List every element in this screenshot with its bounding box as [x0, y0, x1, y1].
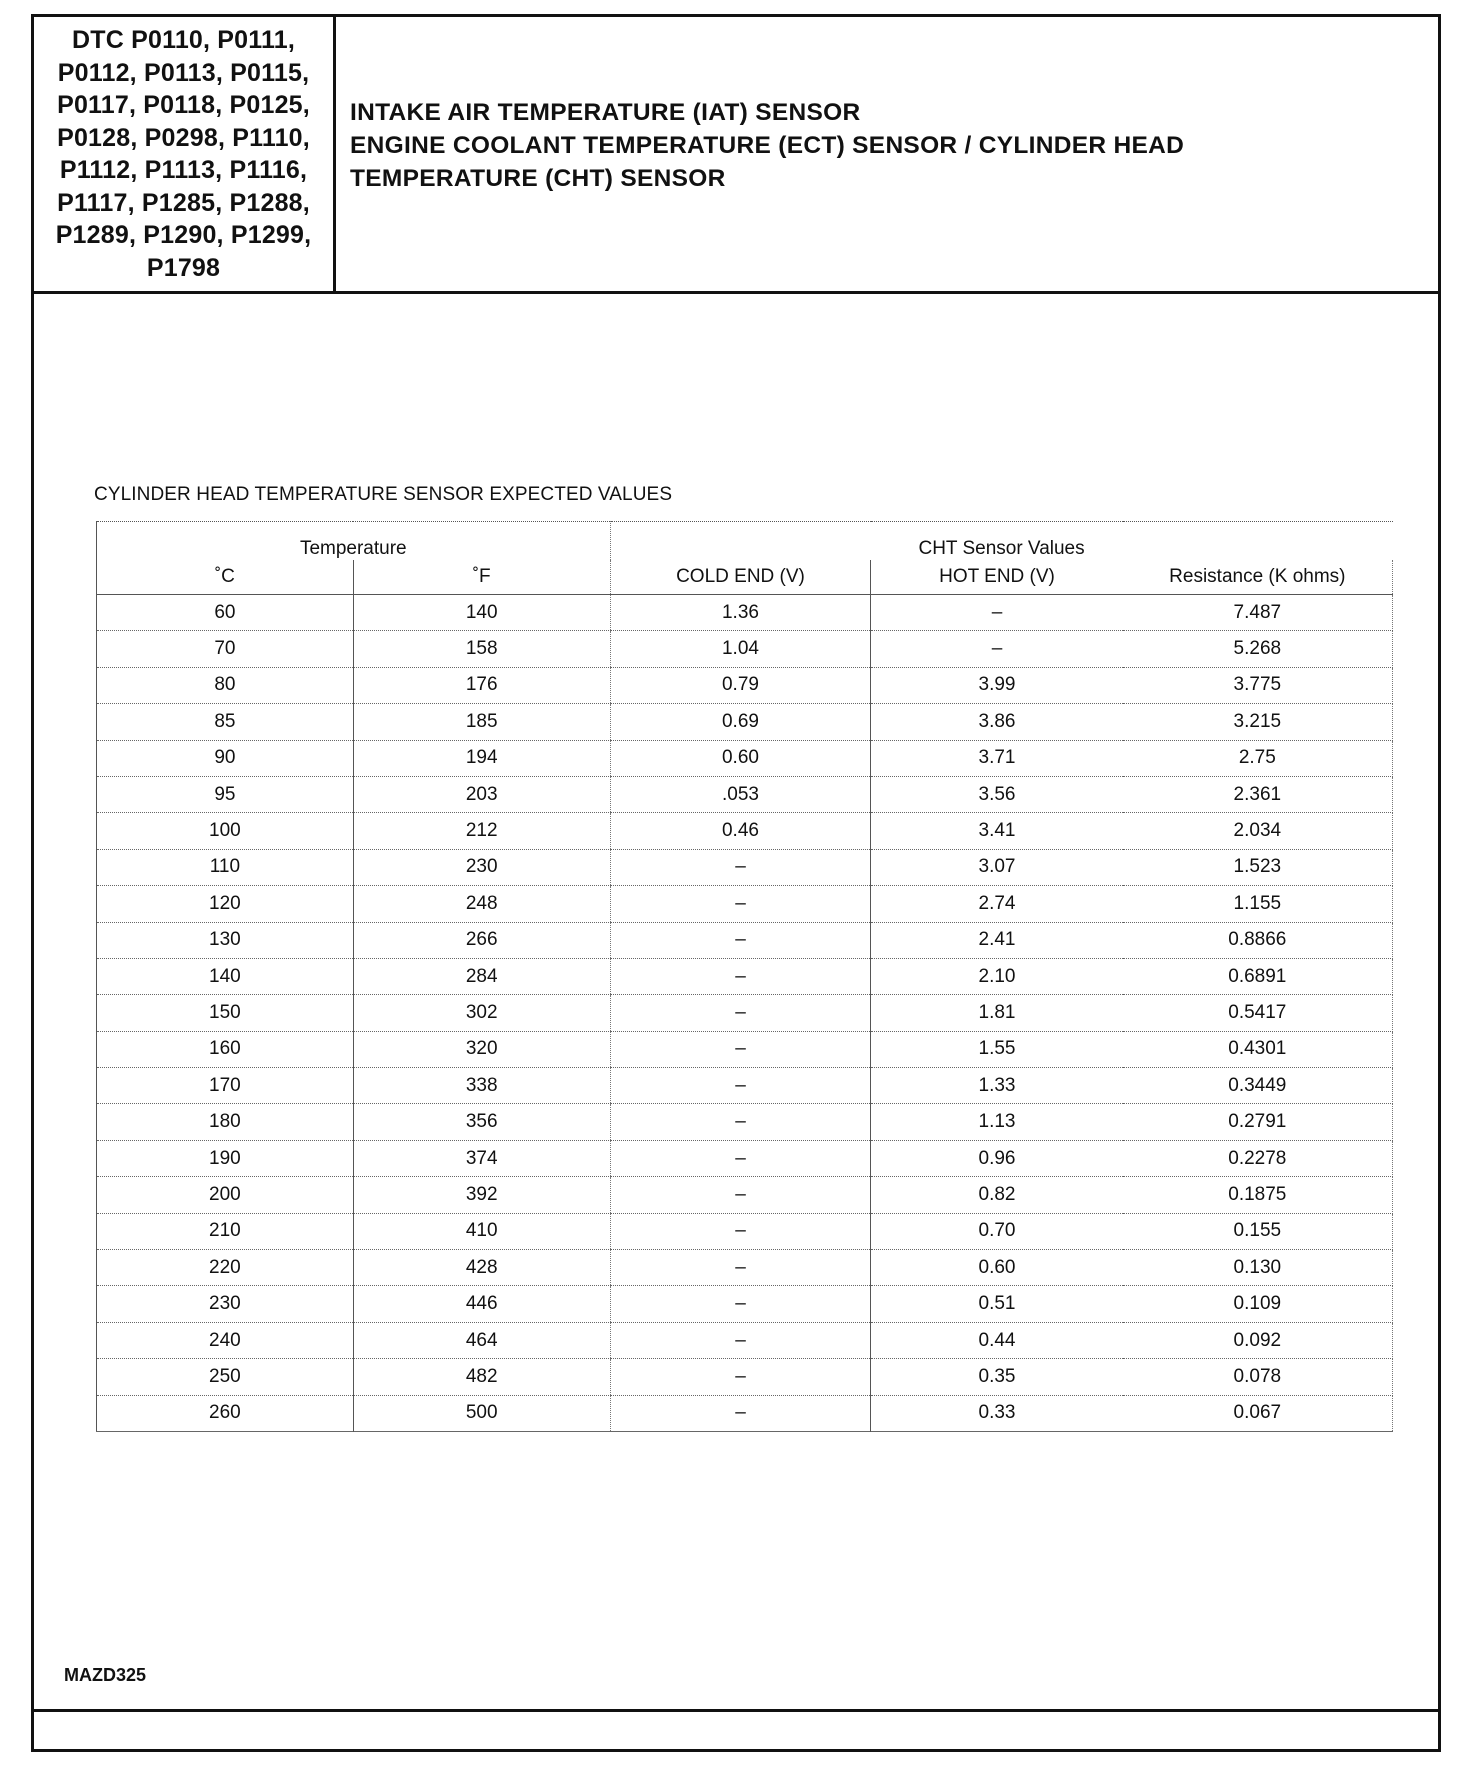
table-row	[97, 740, 1393, 776]
table-row	[97, 595, 1393, 631]
cell-hot-end: 0.35	[871, 1359, 1123, 1395]
cell-celsius: 110	[97, 849, 354, 885]
cell-celsius: 190	[97, 1140, 354, 1176]
dtc-line: P0128, P0298, P1110,	[57, 123, 310, 152]
cell-celsius: 80	[97, 667, 354, 703]
dtc-line: P1112, P1113, P1116,	[59, 156, 308, 184]
cell-cold-end: –	[610, 1213, 871, 1249]
table-row	[97, 1322, 1393, 1358]
dtc-line: P1117, P1285, P1288,	[57, 188, 310, 217]
cell-resistance: 0.109	[1123, 1286, 1393, 1322]
cell-celsius: 230	[97, 1286, 354, 1322]
cell-hot-end: 0.60	[871, 1250, 1123, 1286]
cell-fahrenheit: 176	[353, 667, 610, 703]
cell-hot-end: 3.41	[871, 813, 1123, 849]
cell-celsius: 95	[97, 776, 354, 812]
cell-resistance: 0.130	[1123, 1250, 1393, 1286]
cell-hot-end: 3.07	[871, 849, 1123, 885]
table-row	[97, 1395, 1393, 1431]
cell-cold-end: –	[610, 1286, 871, 1322]
cell-hot-end: 2.74	[871, 886, 1123, 922]
cell-celsius: 60	[97, 595, 354, 631]
bottom-divider	[34, 1709, 1438, 1712]
cell-cold-end: 0.79	[610, 667, 871, 703]
cell-cold-end: –	[610, 1322, 871, 1358]
cell-fahrenheit: 212	[353, 813, 610, 849]
cell-cold-end: 1.36	[610, 595, 871, 631]
cell-fahrenheit: 446	[353, 1286, 610, 1322]
cell-fahrenheit: 194	[353, 740, 610, 776]
cell-fahrenheit: 140	[353, 595, 610, 631]
cell-hot-end: 1.81	[871, 995, 1123, 1031]
cell-fahrenheit: 338	[353, 1068, 610, 1104]
cell-resistance: 0.6891	[1123, 958, 1393, 994]
cell-hot-end: 3.71	[871, 740, 1123, 776]
table-row	[97, 849, 1393, 885]
cell-cold-end: –	[610, 1359, 871, 1395]
table-row	[97, 1068, 1393, 1104]
cell-fahrenheit: 500	[353, 1395, 610, 1431]
cell-cold-end: 0.46	[610, 813, 871, 849]
cell-cold-end: 1.04	[610, 631, 871, 667]
cell-celsius: 220	[97, 1250, 354, 1286]
cell-cold-end: .053	[610, 776, 871, 812]
cell-hot-end: 1.13	[871, 1104, 1123, 1140]
cell-celsius: 150	[97, 995, 354, 1031]
cell-hot-end: –	[871, 595, 1123, 631]
cell-fahrenheit: 185	[353, 704, 610, 740]
cell-cold-end: –	[610, 849, 871, 885]
cell-resistance: 0.155	[1123, 1213, 1393, 1249]
table-row	[97, 1104, 1393, 1140]
cell-hot-end: 2.41	[871, 922, 1123, 958]
cell-cold-end: –	[610, 1395, 871, 1431]
col-header-hot-end: HOT END (V)	[871, 560, 1123, 595]
dtc-line: P1289, P1290, P1299,	[55, 221, 312, 249]
cell-hot-end: 3.86	[871, 704, 1123, 740]
cell-resistance: 0.2791	[1123, 1104, 1393, 1140]
cell-resistance: 5.268	[1123, 631, 1393, 667]
title-box	[336, 17, 1438, 291]
cell-cold-end: –	[610, 1250, 871, 1286]
cell-celsius: 170	[97, 1068, 354, 1104]
cell-celsius: 85	[97, 704, 354, 740]
group-header-temperature: Temperature	[299, 538, 407, 559]
table-row	[97, 813, 1393, 849]
cell-celsius: 90	[97, 740, 354, 776]
header	[34, 17, 1438, 294]
group-header-cht: CHT Sensor Values	[610, 522, 1392, 561]
cell-cold-end: –	[610, 886, 871, 922]
cell-hot-end: 0.44	[871, 1322, 1123, 1358]
cell-celsius: 180	[97, 1104, 354, 1140]
table-title: CYLINDER HEAD TEMPERATURE SENSOR EXPECTED VALUES	[94, 484, 673, 505]
col-header-resistance: Resistance (K ohms)	[1123, 560, 1393, 595]
cell-cold-end: –	[610, 1068, 871, 1104]
col-header-cold-end: COLD END (V)	[610, 560, 871, 595]
page-frame	[31, 14, 1441, 1752]
table-row	[97, 704, 1393, 740]
table-row	[97, 1250, 1393, 1286]
cell-fahrenheit: 320	[353, 1031, 610, 1067]
cell-celsius: 160	[97, 1031, 354, 1067]
cell-fahrenheit: 158	[353, 631, 610, 667]
dtc-code-box	[34, 17, 336, 291]
dtc-line: P1798	[146, 253, 221, 282]
cell-fahrenheit: 302	[353, 995, 610, 1031]
cell-cold-end: 0.69	[610, 704, 871, 740]
table-row	[97, 1177, 1393, 1213]
title-line: ENGINE COOLANT TEMPERATURE (ECT) SENSOR / CYLINDER HEAD	[350, 131, 1185, 159]
cell-hot-end: 0.51	[871, 1286, 1123, 1322]
dtc-line: DTC P0110, P0111,	[71, 26, 295, 54]
cell-hot-end: 0.96	[871, 1140, 1123, 1176]
cell-celsius: 240	[97, 1322, 354, 1358]
cell-resistance: 7.487	[1123, 595, 1393, 631]
cell-hot-end: 0.33	[871, 1395, 1123, 1431]
col-header-celsius: ˚C	[97, 560, 354, 595]
cell-fahrenheit: 284	[353, 958, 610, 994]
table-row	[97, 1286, 1393, 1322]
cell-resistance: 0.2278	[1123, 1140, 1393, 1176]
dtc-line: P0112, P0113, P0115,	[57, 58, 310, 87]
cell-celsius: 260	[97, 1395, 354, 1431]
cell-resistance: 0.3449	[1123, 1068, 1393, 1104]
title-line: INTAKE AIR TEMPERATURE (IAT) SENSOR	[350, 98, 861, 126]
table-row	[97, 995, 1393, 1031]
cell-resistance: 0.092	[1123, 1322, 1393, 1358]
cell-fahrenheit: 428	[353, 1250, 610, 1286]
cell-hot-end: 0.70	[871, 1213, 1123, 1249]
cell-celsius: 140	[97, 958, 354, 994]
figure-code: MAZD325	[64, 1665, 147, 1685]
cell-resistance: 2.361	[1123, 776, 1393, 812]
table-row	[97, 1140, 1393, 1176]
cell-celsius: 250	[97, 1359, 354, 1395]
cell-celsius: 120	[97, 886, 354, 922]
table-row	[97, 1031, 1393, 1067]
cell-celsius: 100	[97, 813, 354, 849]
cell-resistance: 3.775	[1123, 667, 1393, 703]
cell-resistance: 3.215	[1123, 704, 1393, 740]
table-row	[97, 776, 1393, 812]
cell-cold-end: –	[610, 1031, 871, 1067]
cell-resistance: 2.034	[1123, 813, 1393, 849]
cell-hot-end: 3.56	[871, 776, 1123, 812]
cell-resistance: 0.078	[1123, 1359, 1393, 1395]
table-row	[97, 1213, 1393, 1249]
cell-cold-end: –	[610, 1177, 871, 1213]
cell-fahrenheit: 248	[353, 886, 610, 922]
cell-hot-end: 1.33	[871, 1068, 1123, 1104]
table-row	[97, 1359, 1393, 1395]
cell-resistance: 1.155	[1123, 886, 1393, 922]
cell-cold-end: –	[610, 1140, 871, 1176]
cell-cold-end: 0.60	[610, 740, 871, 776]
dtc-code-list	[44, 24, 324, 284]
table-row	[97, 631, 1393, 667]
cell-celsius: 210	[97, 1213, 354, 1249]
cell-resistance: 2.75	[1123, 740, 1393, 776]
cell-celsius: 70	[97, 631, 354, 667]
table-body	[97, 595, 1393, 1432]
cell-fahrenheit: 266	[353, 922, 610, 958]
cell-fahrenheit: 392	[353, 1177, 610, 1213]
table-row	[97, 667, 1393, 703]
cell-fahrenheit: 356	[353, 1104, 610, 1140]
cell-resistance: 0.1875	[1123, 1177, 1393, 1213]
cell-fahrenheit: 203	[353, 776, 610, 812]
col-header-fahrenheit: ˚F	[353, 560, 610, 595]
cell-hot-end: 3.99	[871, 667, 1123, 703]
table-row	[97, 958, 1393, 994]
cell-cold-end: –	[610, 995, 871, 1031]
cht-values-table	[96, 521, 1393, 1432]
cell-fahrenheit: 410	[353, 1213, 610, 1249]
cell-resistance: 0.067	[1123, 1395, 1393, 1431]
cell-hot-end: –	[871, 631, 1123, 667]
cell-fahrenheit: 464	[353, 1322, 610, 1358]
cell-fahrenheit: 374	[353, 1140, 610, 1176]
table-row	[97, 886, 1393, 922]
cell-cold-end: –	[610, 958, 871, 994]
cell-resistance: 0.8866	[1123, 922, 1393, 958]
cell-hot-end: 0.82	[871, 1177, 1123, 1213]
table-row	[97, 922, 1393, 958]
cell-resistance: 0.5417	[1123, 995, 1393, 1031]
title-line: TEMPERATURE (CHT) SENSOR	[350, 164, 726, 192]
dtc-line: P0117, P0118, P0125,	[57, 91, 310, 119]
cell-fahrenheit: 230	[353, 849, 610, 885]
cell-fahrenheit: 482	[353, 1359, 610, 1395]
cell-hot-end: 1.55	[871, 1031, 1123, 1067]
cell-resistance: 0.4301	[1123, 1031, 1393, 1067]
cell-hot-end: 2.10	[871, 958, 1123, 994]
cell-cold-end: –	[610, 922, 871, 958]
cell-cold-end: –	[610, 1104, 871, 1140]
page-title	[336, 96, 1184, 195]
cell-celsius: 200	[97, 1177, 354, 1213]
cell-celsius: 130	[97, 922, 354, 958]
cell-resistance: 1.523	[1123, 849, 1393, 885]
